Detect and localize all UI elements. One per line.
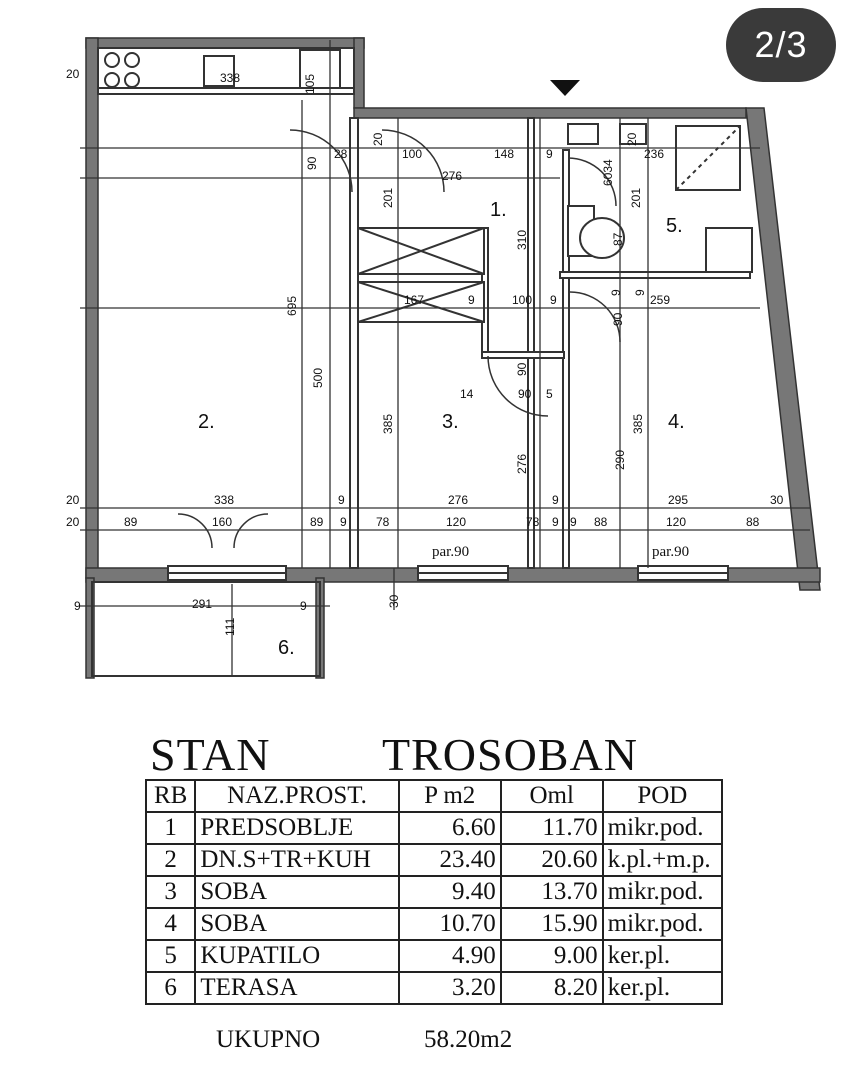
dim-label: 30 bbox=[387, 594, 401, 608]
cell: 1 bbox=[146, 812, 195, 844]
cell: 9.00 bbox=[501, 940, 603, 972]
cell: 6 bbox=[146, 972, 195, 1004]
table-header-row bbox=[146, 780, 722, 812]
dim-label: 105 bbox=[303, 73, 317, 94]
cell: 4 bbox=[146, 908, 195, 940]
door-swings bbox=[178, 130, 620, 548]
table-row bbox=[146, 876, 722, 908]
cell: 2 bbox=[146, 844, 195, 876]
table-row bbox=[146, 844, 722, 876]
cell: k.pl.+m.p. bbox=[603, 844, 722, 876]
dim-label: 9 bbox=[338, 493, 345, 507]
dim-label: 5 bbox=[546, 387, 553, 401]
dim-label: 9 bbox=[340, 515, 347, 529]
cell: 15.90 bbox=[501, 908, 603, 940]
dim-label: 259 bbox=[650, 293, 671, 307]
cell: ker.pl. bbox=[603, 972, 722, 1004]
title-right: TROSOBAN bbox=[382, 729, 638, 780]
cell: 23.40 bbox=[399, 844, 501, 876]
dim-label: 20 bbox=[66, 493, 80, 507]
dim-label: 20 bbox=[66, 67, 80, 81]
dim-label: 9 bbox=[546, 147, 553, 161]
room-label-4: 4. bbox=[668, 411, 685, 433]
dim-label: 9 bbox=[552, 493, 559, 507]
room-label-6: 6. bbox=[278, 637, 295, 659]
dim-label: 9 bbox=[468, 293, 475, 307]
room-label-5: 5. bbox=[666, 215, 683, 237]
dim-label: 88 bbox=[746, 515, 760, 529]
dim-label: 167 bbox=[404, 293, 425, 307]
dim-label: 111 bbox=[223, 617, 237, 636]
dim-label: 89 bbox=[310, 515, 324, 529]
dim-label: 160 bbox=[212, 515, 233, 529]
dim-label: 290 bbox=[613, 449, 627, 470]
dim-label: 9 bbox=[552, 515, 559, 529]
dim-label: 78 bbox=[526, 515, 540, 529]
dim-label: 338 bbox=[220, 71, 241, 85]
cell: 20.60 bbox=[501, 844, 603, 876]
dim-label: 276 bbox=[515, 453, 529, 474]
cell: mikr.pod. bbox=[603, 908, 722, 940]
dim-label: 100 bbox=[512, 293, 533, 307]
cell: SOBA bbox=[195, 876, 398, 908]
page-counter-badge: 2/3 bbox=[726, 8, 836, 82]
col-header: P m2 bbox=[399, 780, 501, 812]
dim-label: 9 bbox=[300, 599, 307, 613]
dim-label: 20 bbox=[66, 515, 80, 529]
table-row bbox=[146, 812, 722, 844]
dim-label: 90 bbox=[305, 156, 319, 170]
dim-label: 310 bbox=[515, 229, 529, 250]
dim-label: 78 bbox=[376, 515, 390, 529]
dim-label: 120 bbox=[666, 515, 687, 529]
cell: mikr.pod. bbox=[603, 876, 722, 908]
entrance-arrow-icon bbox=[550, 80, 580, 96]
cell: SOBA bbox=[195, 908, 398, 940]
dim-label: 89 bbox=[124, 515, 138, 529]
dim-label: 201 bbox=[381, 187, 395, 208]
dim-label: 236 bbox=[644, 147, 665, 161]
dim-label: 291 bbox=[192, 597, 213, 611]
table-row bbox=[146, 908, 722, 940]
dim-label: 87 bbox=[611, 232, 625, 246]
dim-label: 20 bbox=[625, 132, 639, 146]
total-label: UKUPNO bbox=[216, 1026, 321, 1053]
dim-label: 385 bbox=[631, 413, 645, 434]
dim-label: 148 bbox=[494, 147, 515, 161]
dim-label: 201 bbox=[629, 187, 643, 208]
dim-label: 120 bbox=[446, 515, 467, 529]
room-table bbox=[145, 779, 723, 1005]
cell: mikr.pod. bbox=[603, 812, 722, 844]
dim-label: 20 bbox=[371, 132, 385, 146]
cell: 3 bbox=[146, 876, 195, 908]
dim-label: 385 bbox=[381, 413, 395, 434]
cell: 8.20 bbox=[501, 972, 603, 1004]
cell: 10.70 bbox=[399, 908, 501, 940]
cell: 4.90 bbox=[399, 940, 501, 972]
cell: PREDSOBLJE bbox=[195, 812, 398, 844]
dim-label: 295 bbox=[668, 493, 689, 507]
cell: KUPATILO bbox=[195, 940, 398, 972]
cell: 9.40 bbox=[399, 876, 501, 908]
table-row bbox=[146, 972, 722, 1004]
room-label-3: 3. bbox=[442, 411, 459, 433]
title-left: STAN bbox=[150, 729, 271, 780]
cell: 3.20 bbox=[399, 972, 501, 1004]
col-header: POD bbox=[603, 780, 722, 812]
dim-label: 9 bbox=[550, 293, 557, 307]
dim-label: 9 bbox=[74, 599, 81, 613]
col-header: RB bbox=[146, 780, 195, 812]
total-value: 58.20m2 bbox=[424, 1026, 513, 1053]
dim-label: 338 bbox=[214, 493, 235, 507]
dim-label: 695 bbox=[285, 295, 299, 316]
dim-label: 88 bbox=[594, 515, 608, 529]
cell: 6.60 bbox=[399, 812, 501, 844]
dim-label: 6034 bbox=[601, 159, 615, 186]
cell: 13.70 bbox=[501, 876, 603, 908]
dim-label: 9 bbox=[633, 289, 647, 296]
dim-label: 28 bbox=[334, 147, 348, 161]
par-label-room4: par.90 bbox=[652, 544, 690, 560]
table-row bbox=[146, 940, 722, 972]
dim-label: 9 bbox=[609, 289, 623, 296]
dim-label: 276 bbox=[442, 169, 463, 183]
dim-label: 90 bbox=[611, 312, 625, 326]
col-header: NAZ.PROST. bbox=[195, 780, 398, 812]
room-label-2: 2. bbox=[198, 411, 215, 433]
cell: 5 bbox=[146, 940, 195, 972]
col-header: Oml bbox=[501, 780, 603, 812]
cell: ker.pl. bbox=[603, 940, 722, 972]
room-label-1: 1. bbox=[490, 199, 507, 221]
cell: 11.70 bbox=[501, 812, 603, 844]
dim-label: 90 bbox=[515, 362, 529, 376]
dim-label: 100 bbox=[402, 147, 423, 161]
dim-label: 9 bbox=[570, 515, 577, 529]
cell: TERASA bbox=[195, 972, 398, 1004]
dim-label: 500 bbox=[311, 367, 325, 388]
dim-label: 90 bbox=[518, 387, 532, 401]
par-label-room3: par.90 bbox=[432, 544, 470, 560]
dim-label: 276 bbox=[448, 493, 469, 507]
cell: DN.S+TR+KUH bbox=[195, 844, 398, 876]
dim-label: 30 bbox=[770, 493, 784, 507]
terrace-door bbox=[168, 566, 728, 580]
dim-label: 14 bbox=[460, 387, 474, 401]
